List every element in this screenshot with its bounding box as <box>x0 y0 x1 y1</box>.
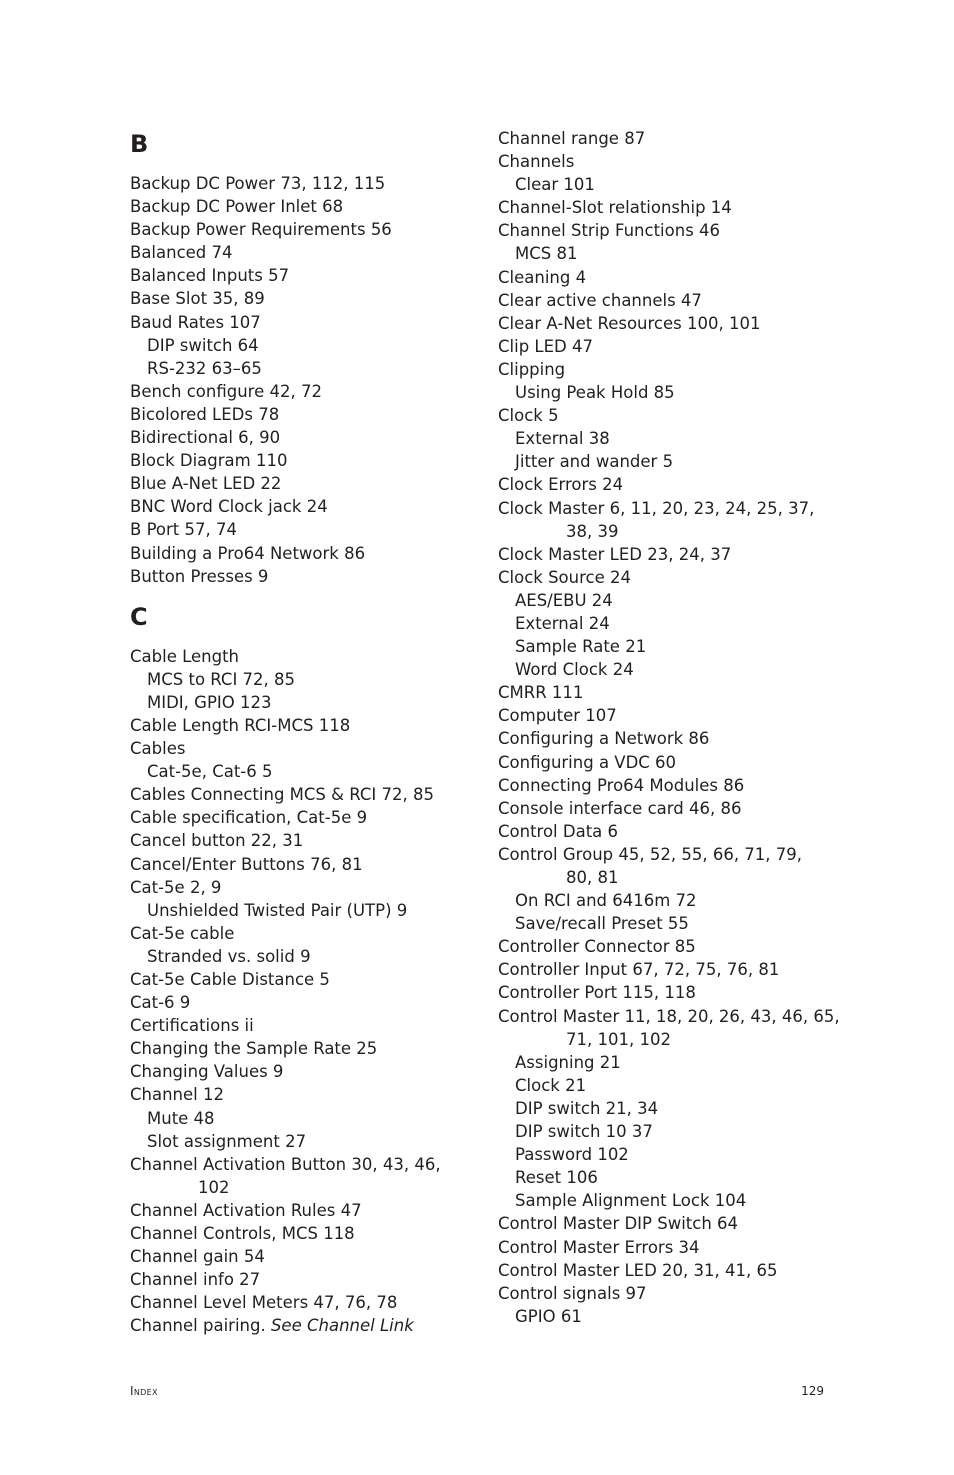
index-entry: CMRR 111 <box>498 683 584 703</box>
index-subentry: Mute 48 <box>147 1108 215 1128</box>
index-entry: Cable specification, Cat-5e 9 <box>130 808 368 828</box>
index-entry: Blue A-Net LED 22 <box>130 474 282 494</box>
index-entry: Clock Master LED 23, 24, 37 <box>498 544 732 564</box>
index-entry: Block Diagram 110 <box>130 451 288 471</box>
index-entry: Cable Length RCI-MCS 118 <box>130 715 351 735</box>
index-entry: Cancel button 22, 31 <box>130 831 304 851</box>
index-subentry: Assigning 21 <box>515 1052 621 1072</box>
index-subentry: Sample Rate 21 <box>515 637 647 657</box>
index-entry: Balanced 74 <box>130 243 233 263</box>
index-entry: Channel Activation Button 30, 43, 46, <box>130 1154 441 1174</box>
index-entry: Controller Input 67, 72, 75, 76, 81 <box>498 960 780 980</box>
index-entry: B Port 57, 74 <box>130 520 238 540</box>
index-entry: Channels <box>498 152 575 172</box>
index-subentry: Stranded vs. solid 9 <box>147 946 311 966</box>
index-entry: Connecting Pro64 Modules 86 <box>498 775 745 795</box>
index-entry: Clock Errors 24 <box>498 475 624 495</box>
index-entry: Button Presses 9 <box>130 566 269 586</box>
index-entry-text: Channel pairing. <box>130 1316 271 1336</box>
index-entry: Configuring a Network 86 <box>498 729 710 749</box>
index-subentry: External 38 <box>515 429 610 449</box>
index-subentry: Clock 21 <box>515 1075 587 1095</box>
index-section-letter: C <box>130 602 148 631</box>
index-subentry: External 24 <box>515 613 610 633</box>
index-entry: Channel gain 54 <box>130 1247 265 1267</box>
index-entry: Certifications ii <box>130 1016 254 1036</box>
index-entry: Backup DC Power Inlet 68 <box>130 197 344 217</box>
index-entry: Clear active channels 47 <box>498 290 702 310</box>
index-entry: Cat-5e 2, 9 <box>130 877 222 897</box>
index-entry: Cat-5e Cable Distance 5 <box>130 970 330 989</box>
index-entry: Base Slot 35, 89 <box>130 289 265 309</box>
index-entry: Control Group 45, 52, 55, 66, 71, 79, <box>498 844 803 864</box>
index-entry: Clear A-Net Resources 100, 101 <box>498 313 761 333</box>
index-subentry: MCS 81 <box>515 244 578 264</box>
index-entry: Bicolored LEDs 78 <box>130 404 280 424</box>
index-entry: Control Master Errors 34 <box>498 1237 700 1257</box>
index-entry-continuation: 80, 81 <box>566 868 619 887</box>
index-entry: Control Master DIP Switch 64 <box>498 1214 739 1234</box>
index-subentry: DIP switch 10 37 <box>515 1122 653 1142</box>
index-subentry: MIDI, GPIO 123 <box>147 692 272 712</box>
index-entry: Backup Power Requirements 56 <box>130 220 392 240</box>
see-reference: See Channel Link <box>270 1316 414 1336</box>
footer-section-label: Index <box>130 1384 158 1398</box>
index-column-left <box>130 127 470 1338</box>
index-subentry: MCS to RCI 72, 85 <box>147 669 296 689</box>
index-entry: Console interface card 46, 86 <box>498 798 742 818</box>
index-entry: Backup DC Power 73, 112, 115 <box>130 174 386 193</box>
index-subentry: Cat-5e, Cat-6 5 <box>147 762 273 782</box>
index-entry-continuation: 71, 101, 102 <box>566 1029 671 1049</box>
index-subentry: Sample Alignment Lock 104 <box>515 1191 747 1211</box>
index-entry: Bench configure 42, 72 <box>130 381 322 401</box>
index-entry: Configuring a VDC 60 <box>498 752 677 772</box>
index-entry: Balanced Inputs 57 <box>130 266 290 286</box>
index-entry: Control signals 97 <box>498 1283 647 1303</box>
index-entry: Cat-6 9 <box>130 993 191 1013</box>
index-entry: Computer 107 <box>498 706 617 726</box>
index-entry: Channel Strip Functions 46 <box>498 221 721 241</box>
index-entry: Controller Connector 85 <box>498 937 696 957</box>
index-subentry: Password 102 <box>515 1145 629 1165</box>
index-entry: Baud Rates 107 <box>130 312 261 332</box>
index-subentry: RS-232 63–65 <box>147 358 262 378</box>
index-entry: Channel 12 <box>130 1085 224 1105</box>
index-entry: Clock Master 6, 11, 20, 23, 24, 25, 37, <box>498 498 815 518</box>
index-subentry: Jitter and wander 5 <box>515 452 674 472</box>
index-entry: Cleaning 4 <box>498 267 587 287</box>
index-entry: Channel Controls, MCS 118 <box>130 1224 355 1244</box>
index-entry: Building a Pro64 Network 86 <box>130 543 366 563</box>
index-subentry: On RCI and 6416m 72 <box>515 891 697 911</box>
footer-page-number: 129 <box>801 1384 824 1398</box>
index-entry: Cat-5e cable <box>130 923 235 943</box>
index-entry: Control Master 11, 18, 20, 26, 43, 46, 65, <box>498 1006 840 1026</box>
index-subentry: Slot assignment 27 <box>147 1131 307 1151</box>
index-entry: Cancel/Enter Buttons 76, 81 <box>130 854 363 874</box>
index-column-right <box>498 127 898 1328</box>
index-entry: Clock 5 <box>498 406 559 426</box>
index-subentry: DIP switch 21, 34 <box>515 1098 659 1118</box>
index-entry: Channel info 27 <box>130 1270 261 1290</box>
index-entry: Changing Values 9 <box>130 1062 284 1082</box>
index-entry: Channel Activation Rules 47 <box>130 1200 362 1220</box>
index-subentry: Using Peak Hold 85 <box>515 383 675 403</box>
index-entry: Channel-Slot relationship 14 <box>498 198 732 218</box>
index-subentry: GPIO 61 <box>515 1306 582 1326</box>
index-entry: Control Master LED 20, 31, 41, 65 <box>498 1260 778 1280</box>
index-entry: Control Data 6 <box>498 821 619 841</box>
index-entry: Cable Length <box>130 646 239 666</box>
index-entry: Clip LED 47 <box>498 336 593 356</box>
index-entry: BNC Word Clock jack 24 <box>130 497 328 517</box>
index-entry <box>130 1314 470 1337</box>
section-spacer <box>130 588 470 600</box>
index-subentry: Clear 101 <box>515 175 595 195</box>
index-section-letter: B <box>130 130 149 158</box>
index-entry: Controller Port 115, 118 <box>498 983 696 1003</box>
index-subentry: Reset 106 <box>515 1168 598 1188</box>
index-entry: Clipping <box>498 359 566 379</box>
index-entry-continuation: 102 <box>198 1177 230 1197</box>
index-entry: Bidirectional 6, 90 <box>130 428 281 448</box>
index-entry: Cables Connecting MCS & RCI 72, 85 <box>130 785 435 805</box>
index-entry-continuation: 38, 39 <box>566 521 619 541</box>
index-subentry: Save/recall Preset 55 <box>515 914 689 934</box>
index-entry: Changing the Sample Rate 25 <box>130 1039 378 1059</box>
index-subentry: Unshielded Twisted Pair (UTP) 9 <box>147 900 408 920</box>
index-entry: Channel range 87 <box>498 129 646 148</box>
index-entry: Cables <box>130 739 186 759</box>
index-subentry: DIP switch 64 <box>147 335 259 355</box>
index-subentry: AES/EBU 24 <box>515 590 613 610</box>
index-subentry: Word Clock 24 <box>515 660 634 680</box>
index-entry: Channel Level Meters 47, 76, 78 <box>130 1293 398 1313</box>
index-entry: Clock Source 24 <box>498 567 631 587</box>
